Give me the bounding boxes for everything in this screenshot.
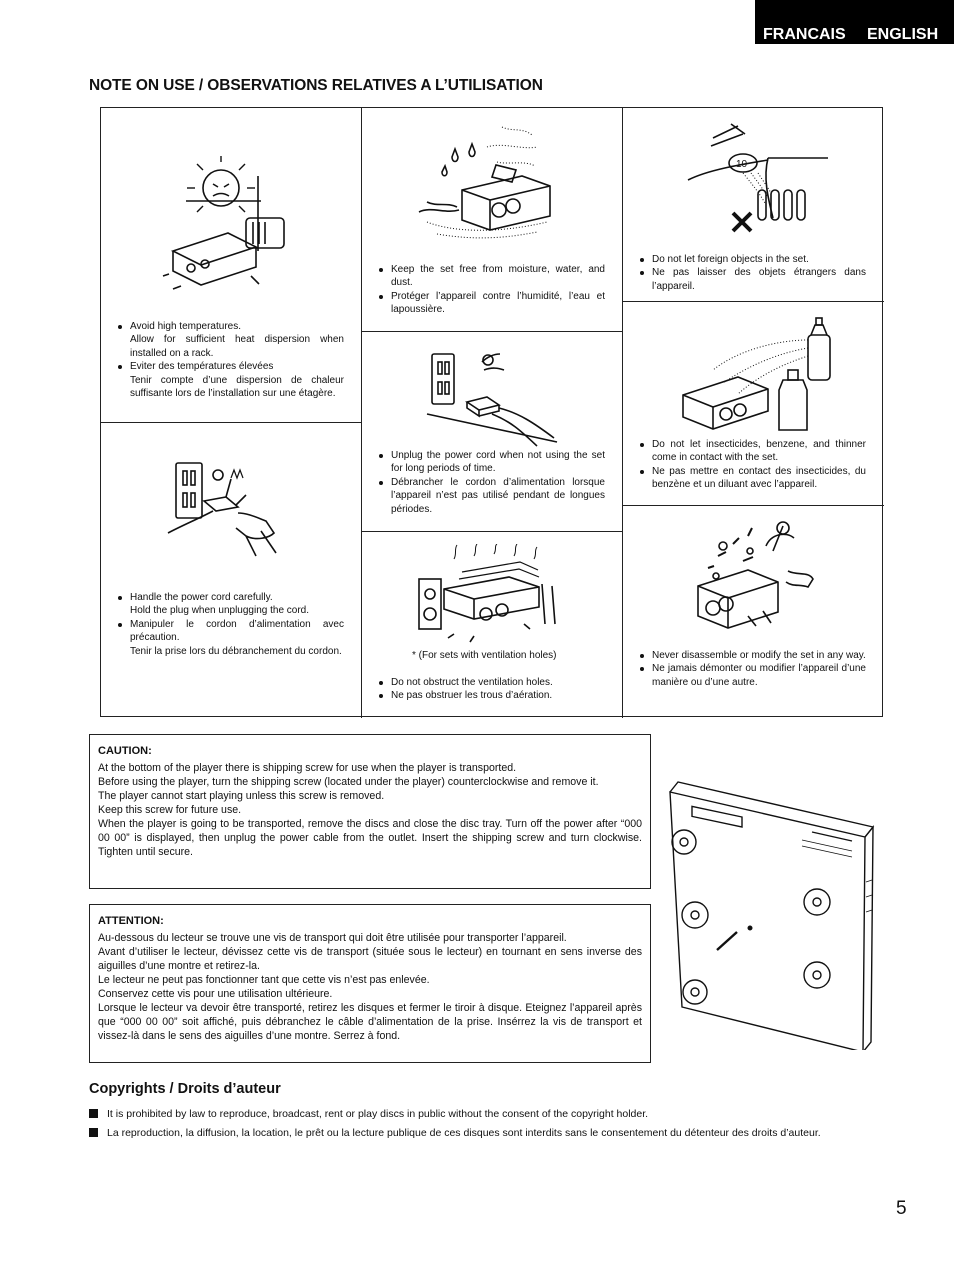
cell-insecticides: [623, 302, 884, 506]
cell-power-cord: [101, 423, 362, 718]
attention-text: Conservez cette vis pour une utilisation ultérieure.: [98, 988, 333, 1000]
ventilation-illustration: [414, 544, 564, 644]
list-item: Ne jamais démonter ou modifier l’appareil d’une manière ou d’une autre.: [638, 662, 866, 689]
cell-high-temperature: [101, 108, 362, 423]
list-item: Do not let insecticides, benzene, and thinner come in contact with the set.: [638, 438, 866, 465]
foreign-objects-illustration: [683, 118, 843, 243]
list-item: Débrancher le cordon d’alimentation lorsque l’appareil n’est pas utilisé pendant de longues périodes.: [377, 476, 605, 516]
disassemble-illustration: [688, 516, 828, 636]
foreign-objects-bullets: [638, 253, 866, 293]
temperature-bullets: [116, 320, 344, 400]
lang-francais: FRANCAIS: [763, 26, 846, 43]
hot-sun-illustration: [161, 156, 301, 296]
list-item: Keep the set free from moisture, water, and dust.: [377, 263, 605, 290]
moisture-illustration: [407, 122, 567, 252]
attention-text: Lorsque le lecteur va devoir être transporté, retirez les disques et fermer le tiroir à disque. Eteignez l’appareil après que “000 00 00” soit affiché, puis débranchez le câble d’alimentation de la prise. Insérrez la vis de transport et vissez-là dans le sens des aiguilles d’une montre. Serrez à fond.: [98, 1002, 642, 1042]
list-item: Manipuler le cordon d’alimentation avec précaution. Tenir la prise lors du débranchement du cordon.: [116, 618, 344, 658]
cell-moisture: [362, 108, 623, 332]
attention-text: Le lecteur ne peut pas fonctionner tant que cette vis n’est pas enlevée.: [98, 974, 430, 986]
list-item: Unplug the power cord when not using the set for long periods of time.: [377, 449, 605, 476]
caution-box: [89, 734, 651, 889]
ventilation-note: * (For sets with ventilation holes): [412, 650, 557, 661]
cell-disassemble: [623, 506, 884, 718]
insecticides-bullets: [638, 438, 866, 492]
language-tab: [755, 0, 954, 44]
list-item: Ne pas obstruer les trous d’aération.: [377, 689, 605, 702]
cell-unplug: [362, 332, 623, 532]
ventilation-bullets: [377, 676, 605, 703]
attention-text: Avant d’utiliser le lecteur, dévissez cette vis de transport (située sous le lecteur) en tournant en sens inverse des aiguilles d’une montre et retirez-la.: [98, 946, 642, 972]
list-item: La reproduction, la diffusion, la location, le prêt ou la lecture publique de ces disques sont interdits sans le consentement du détenteur des droits d’auteur.: [89, 1126, 894, 1140]
caution-title: CAUTION:: [98, 745, 152, 757]
power-cord-illustration: [166, 453, 286, 563]
attention-text: Au-dessous du lecteur se trouve une vis de transport qui doit être utilisée pour transporter l’appareil.: [98, 932, 567, 944]
usage-notes-grid: [100, 107, 883, 717]
list-item: Ne pas laisser des objets étrangers dans l’appareil.: [638, 266, 866, 293]
moisture-bullets: [377, 263, 605, 317]
attention-box: [89, 904, 651, 1063]
caution-text: When the player is going to be transported, remove the discs and close the disc tray. Turn off the power after “000 00 00” is displayed, then unplug the power cable from the outlet. Insert the shipping screw and turn clockwise. Tighten until secure.: [98, 818, 642, 858]
caution-text: Keep this screw for future use.: [98, 804, 242, 816]
list-item: It is prohibited by law to reproduce, broadcast, rent or play discs in public without the consent of the copyright holder.: [89, 1107, 894, 1121]
list-item: Do not let foreign objects in the set.: [638, 253, 866, 266]
unplug-bullets: [377, 449, 605, 516]
disassemble-bullets: [638, 649, 866, 689]
wall-outlet-illustration: [422, 342, 562, 452]
caution-text: The player cannot start playing unless this screw is removed.: [98, 790, 385, 802]
copyrights-list: [89, 1107, 894, 1145]
attention-title: ATTENTION:: [98, 915, 164, 927]
player-underside-illustration: [662, 770, 884, 1050]
lang-english: ENGLISH: [867, 26, 939, 43]
list-item: Eviter des températures élevées Tenir compte d’une dispersion de chaleur suffisante lors de l’installation sur une étagère.: [116, 360, 344, 400]
power-cord-bullets: [116, 591, 344, 658]
list-item: Avoid high temperatures. Allow for sufficient heat dispersion when installed on a rack.: [116, 320, 344, 360]
cell-ventilation: [362, 532, 623, 718]
list-item: Never disassemble or modify the set in any way.: [638, 649, 866, 662]
copyrights-title: Copyrights / Droits d’auteur: [89, 1081, 281, 1097]
caution-text: Before using the player, turn the shipping screw (located under the player) counterclockwise and remove it.: [98, 776, 599, 788]
list-item: Ne pas mettre en contact des insecticides, du benzène et un diluant avec l’appareil.: [638, 465, 866, 492]
list-item: Handle the power cord carefully. Hold the plug when unplugging the cord.: [116, 591, 344, 618]
svg-text:10: 10: [736, 159, 748, 170]
page-number: 5: [896, 1198, 907, 1219]
list-item: Do not obstruct the ventilation holes.: [377, 676, 605, 689]
list-item: Protéger l’appareil contre l’humidité, l’eau et lapoussière.: [377, 290, 605, 317]
spray-can-illustration: [678, 310, 848, 435]
cell-foreign-objects: [623, 108, 884, 302]
section-title: NOTE ON USE / OBSERVATIONS RELATIVES A L’UTILISATION: [89, 77, 543, 94]
caution-text: At the bottom of the player there is shipping screw for use when the player is transported.: [98, 762, 517, 774]
